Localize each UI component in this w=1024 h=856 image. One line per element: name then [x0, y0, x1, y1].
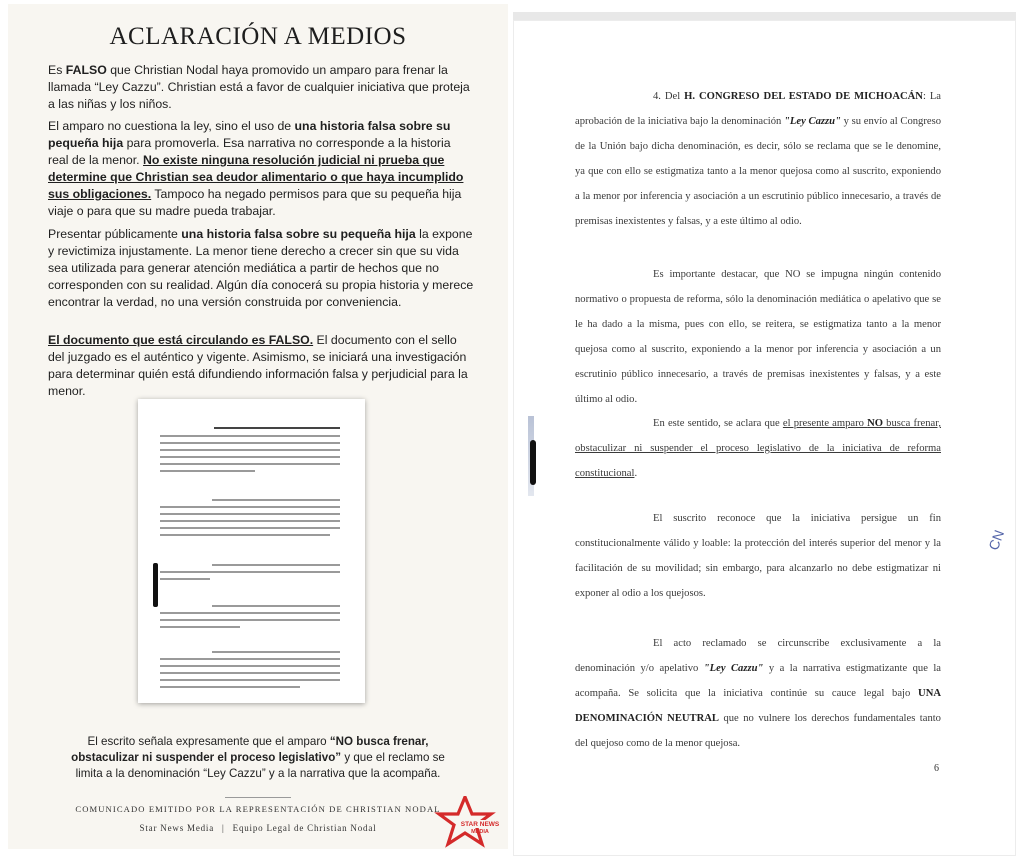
- text: y su envío al Congreso de la Unión bajo dicha denominación, es decir, sólo se reclama que se le denomine, ya que con ello se estigmatiza tanto a la menor quejosa como al suscrito, exponiendo a la menor por inferencia y asociación a un escrutinio público innecesario, a través de premisas inexistentes y falsas, y a este último al odio.: [575, 116, 941, 227]
- text: El suscrito reconoce que la iniciativa persigue un fin constitucionalmente válido y loable: la protección del interés superior del menor y la facilitación de su movilidad; sin embargo, para alcanzarlo no debe estigmatizar ni exponer al odio a los quejosos.: [575, 513, 941, 599]
- bold-text: H. CONGRESO DEL ESTADO DE MICHOACÁN: [684, 91, 923, 102]
- bold-underlined-text: No existe ninguna resolución judicial ni prueba que determine que Christian sea deudor alimentario o que haya incumplido sus obligaciones.: [48, 153, 464, 201]
- text: Es: [48, 63, 66, 77]
- text: para promoverla. Esa narrativa no corresponde a la historia real de la menor.: [48, 136, 451, 167]
- document-thumbnail: [138, 399, 365, 703]
- legal-document-page: [513, 12, 1016, 856]
- logo-text-line2: MEDIA: [471, 829, 489, 835]
- handwritten-initials: CN: [985, 527, 1008, 553]
- text: Es importante destacar, que NO se impugna ningún contenido normativo o propuesta de reforma, sólo la denominación mediática o apelativo que se le ha dado a la misma, pues con ello, se reitera, se estigmatiza tanto a la menor quejosa como al suscrito, exponiendo a la menor por inferencia y asociación a un escrutinio público innecesario, a través de premisas inexistentes y falsas, y a este último al odio.: [575, 269, 941, 405]
- bold-text: UNA DENOMINACIÓN NEUTRAL: [575, 688, 941, 724]
- doc-paragraph-reconoce: [575, 506, 941, 606]
- text: .: [634, 468, 638, 479]
- credit-legal: Equipo Legal de Christian Nodal: [232, 823, 377, 833]
- logo-text-line1: STAR NEWS: [460, 821, 500, 828]
- press-release-panel: [8, 4, 508, 849]
- text: El amparo no cuestiona la ley, sino el uso de: [48, 119, 295, 133]
- text: Tampoco ha negado permisos para que su pequeña hija viaje o para que su madre pueda trabajar.: [48, 187, 462, 218]
- text: 4. Del: [653, 91, 685, 102]
- bold-underlined-text: NO: [867, 418, 884, 429]
- redaction-bar: [153, 563, 158, 607]
- paragraph-documento: [48, 332, 474, 400]
- paragraph-amparo: [48, 118, 474, 220]
- star-news-logo: [429, 796, 501, 848]
- doc-paragraph-destacar: [575, 262, 941, 412]
- text: Presentar públicamente: [48, 227, 182, 241]
- underlined-text: el presente amparo: [782, 418, 868, 429]
- bold-italic-text: "Ley Cazzu": [703, 663, 764, 674]
- bold-text: FALSO: [65, 63, 107, 77]
- text: y a la narrativa estigmatizante que la acompaña. Se solicita que la iniciativa continúe su cauce legal bajo: [575, 663, 942, 699]
- doc-paragraph-aclara: [575, 411, 941, 486]
- text: que no vulnere los derechos fundamentales tanto del quejoso como de la menor quejosa.: [575, 713, 941, 749]
- paragraph-historia: [48, 226, 474, 311]
- thumbnail-caption: [58, 734, 458, 782]
- paragraph-falso: [48, 62, 474, 113]
- bold-text: una historia falsa sobre su pequeña hija: [181, 227, 416, 241]
- doc-paragraph-acto: [575, 631, 941, 756]
- footer-statement: COMUNICADO EMITIDO POR LA REPRESENTACIÓN DE CHRISTIAN NODAL: [75, 804, 441, 814]
- bold-text: “NO busca frenar, obstaculizar ni suspender el proceso legislativo”: [71, 735, 429, 764]
- text: El escrito señala expresamente que el amparo: [87, 735, 330, 748]
- bold-text: una historia falsa sobre su pequeña hija: [48, 119, 451, 150]
- credit-separator: |: [222, 823, 225, 833]
- doc-paragraph-congreso: [575, 84, 941, 234]
- text: El documento con el sello del juzgado es el auténtico y vigente. Asimismo, se iniciará una investigación para determinar quién está difundiendo información falsa y perjudicial para la menor.: [48, 333, 468, 398]
- text: y que el reclamo se limita a la denominación “Ley Cazzu” y a la narrativa que la acompaña.: [75, 751, 445, 780]
- footer-divider: [225, 797, 291, 798]
- footer-credits: [38, 823, 478, 833]
- bold-italic-text: "Ley Cazzu": [784, 116, 841, 127]
- text: : La aprobación de la iniciativa bajo la denominación: [575, 91, 941, 127]
- bold-underlined-text: El documento que está circulando es FALSO.: [48, 333, 314, 347]
- underlined-text: busca frenar, obstaculizar ni suspender el proceso legislativo de la iniciativa de reforma constitucional: [575, 418, 941, 479]
- credit-media: Star News Media: [139, 823, 215, 833]
- text: la expone y revictimiza injustamente. La menor tiene derecho a crecer sin que su vida sea utilizada para generar atención mediática a partir de hechos que no corresponden con su realidad. Algún día conocerá su propia historia y merece encontrar la verdad, no una versión construida por conveniencia.: [48, 227, 474, 309]
- redaction-bar: [530, 440, 536, 485]
- page-number: 6: [934, 763, 939, 774]
- text: En este sentido, se aclara que: [653, 418, 783, 429]
- page-title: ACLARACIÓN A MEDIOS: [109, 23, 407, 50]
- text: El acto reclamado se circunscribe exclusivamente a la denominación y/o apelativo: [575, 638, 941, 674]
- text: que Christian Nodal haya promovido un amparo para frenar la llamada “Ley Cazzu”. Christian está a favor de cualquier iniciativa que proteja a las niñas y los niños.: [48, 63, 470, 111]
